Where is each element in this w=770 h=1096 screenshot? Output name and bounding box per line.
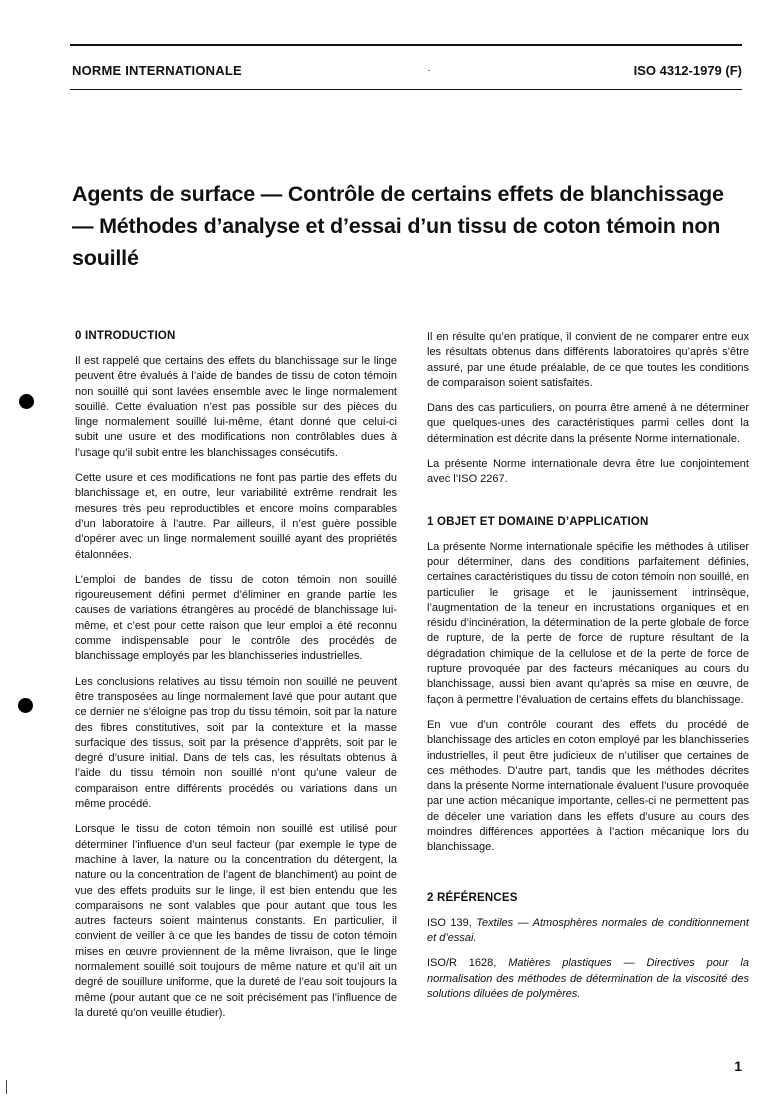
standard-type: NORME INTERNATIONALE	[72, 63, 242, 78]
header-rule-bottom	[70, 89, 742, 90]
reference-item	[427, 916, 749, 947]
spacer	[427, 498, 749, 516]
paragraph: Dans des cas particuliers, on pourra être amené à ne déterminer que quelques-unes des caractéristiques parmi celles dont la détermination est décrite dans la présente Norme internationale.	[427, 402, 749, 445]
paragraph: L’emploi de bandes de tissu de coton témoin non souillé rigoureusement défini permet d’éliminer en grande partie les causes de variations étrangères au procédé de blanchissage lui-même, et c’est pour cette raison que leur emploi a été reconnu comme indispensable pour le contrôle des procédés de blanchissage employés par les blanchisseries industrielles.	[75, 573, 397, 663]
paragraph: Cette usure et ces modifications ne font pas partie des effets du blanchissage et, en outre, leur variabilité extrême rendrait les mesures très peu reproductibles et encore moins comparables d’un laboratoire à l’autre. Par ailleurs, il n’est guère possible d’opérer avec un linge normalement souillé ayant des propriétés étalonnées.	[75, 472, 397, 561]
section-heading-scope: 1 OBJET ET DOMAINE D’APPLICATION	[427, 515, 649, 528]
paragraph: Il est rappelé que certains des effets du blanchissage sur le linge peuvent être évalués à l’aide de bandes de tissu de coton témoin non souillé qui sont lavées ensemble avec le linge normalement souillé. Cette évaluation n’est pas possible sur des pièces du linge normalement souillé lui-même, étant donné que celui-ci subit une usure et des modifications non contrôlables dues à l’usage qu’il subit entre les blanchissages consécutifs.	[75, 355, 397, 459]
standard-reference: ISO 4312-1979 (F)	[633, 63, 742, 78]
margin-bullet	[19, 394, 34, 409]
document-title: Agents de surface — Contrôle de certains effets de blanchissage — Méthodes d’analyse et d’essai d’un tissu de coton témoin non souillé	[72, 182, 724, 270]
reference-title: Matières plastiques — Directives pour la normalisation des méthodes de détermination de la viscosité des solutions diluées de polymères.	[427, 957, 749, 1000]
right-column	[427, 330, 749, 1012]
section-heading-introduction: 0 INTRODUCTION	[75, 330, 176, 342]
margin-bullet	[18, 698, 33, 713]
page-number: 1	[734, 1058, 742, 1074]
reference-title: Textiles — Atmosphères normales de conditionnement et d’essai.	[427, 916, 749, 944]
reference-code: ISO 139,	[427, 916, 472, 929]
paragraph: En vue d’un contrôle courant des effets du procédé de blanchissage des articles en coton employé par les blanchisseries industrielles, il peut être judicieux de n’utiliser que certaines de ces méthodes. D’autre part, tandis que les méthodes décrites dans la présente Norme internationale évaluent l’usure provoquée par une action mécanique importante, celles-ci ne permettent pas de déceler une variation dans les effets d’usure au cours des moindres différences apportées à l’action mécanique lors du blanchissage.	[427, 718, 749, 854]
reference-code: ISO/R 1628,	[427, 957, 497, 970]
paragraph: La présente Norme internationale spécifie les méthodes à utiliser pour déterminer, dans des conditions parfaitement définies, certaines caractéristiques du tissu de coton témoin non souillé, en particulier le grisage et le jaunissement intrinsèque, l’augmentation de la teneur en incrustations organiques et en résidu d’incinération, la détermination de la perte globale de force de rupture, de la perte de force de rupture résultant de la dégradation chimique de la cellulose et de la perte de force de rupture provoquée par des facteurs mécaniques au cours du blanchissage, aussi bien avant qu’après sa mise en œuvre, de façon à permettre l’évaluation de certains effets du blanchissage.	[427, 540, 749, 706]
left-column	[75, 330, 397, 1031]
paragraph: Il en résulte qu’en pratique, il convient de ne comparer entre eux les résultats obtenus dans différents laboratoires qu’après s’être assuré, par une étude préalable, de ce que toutes les conditions de comparaison soient satisfaites.	[427, 331, 749, 389]
header-rule-top	[70, 44, 742, 46]
paragraph: La présente Norme internationale devra être lue conjointement avec l’ISO 2267.	[427, 458, 749, 486]
section-heading-references: 2 RÉFÉRENCES	[427, 891, 518, 904]
scan-edge-mark	[6, 1080, 7, 1094]
spacer	[427, 866, 749, 892]
reference-item	[427, 956, 749, 1002]
paragraph: Les conclusions relatives au tissu témoin non souillé ne peuvent être transposées au linge normalement lavé que pour autant que ce dernier ne s’éloigne pas trop du tissu témoin, soit par la nature des fibres constitutives, soit par la contexture et la masse surfacique des tissus, soit par la présence d’apprêts, soit par le degré d’usure initial. Dans de tels cas, les résultats obtenus à l’aide du tissu témoin non souillé n’ont qu’une valeur de comparaison entre différents procédés ou variations dans un même procédé.	[75, 675, 397, 811]
scan-speck	[428, 70, 430, 71]
paragraph: Lorsque le tissu de coton témoin non souillé est utilisé pour déterminer l’influence d’un seul facteur (par exemple le type de machine à laver, la nature ou la concentration du détergent, la nature ou la concentration de l’agent de blanchiment) au point de vue des effets produits sur le linge, il est bien entendu que les comparaisons ne sont valables que pour autant que tous les autres facteurs soient maintenus constants. En particulier, il convient de veiller à ce que les bandes de tissu de coton témoin mises en œuvre proviennent de la même livraison, que le linge normalement souillé soit toujours de même nature et qu’il ait un degré de souillure uniforme, que la dureté de l’eau soit toujours la même (pour autant que ce ne soit précisément pas l’influence de la dureté qu’on veuille étudier).	[75, 823, 397, 1019]
